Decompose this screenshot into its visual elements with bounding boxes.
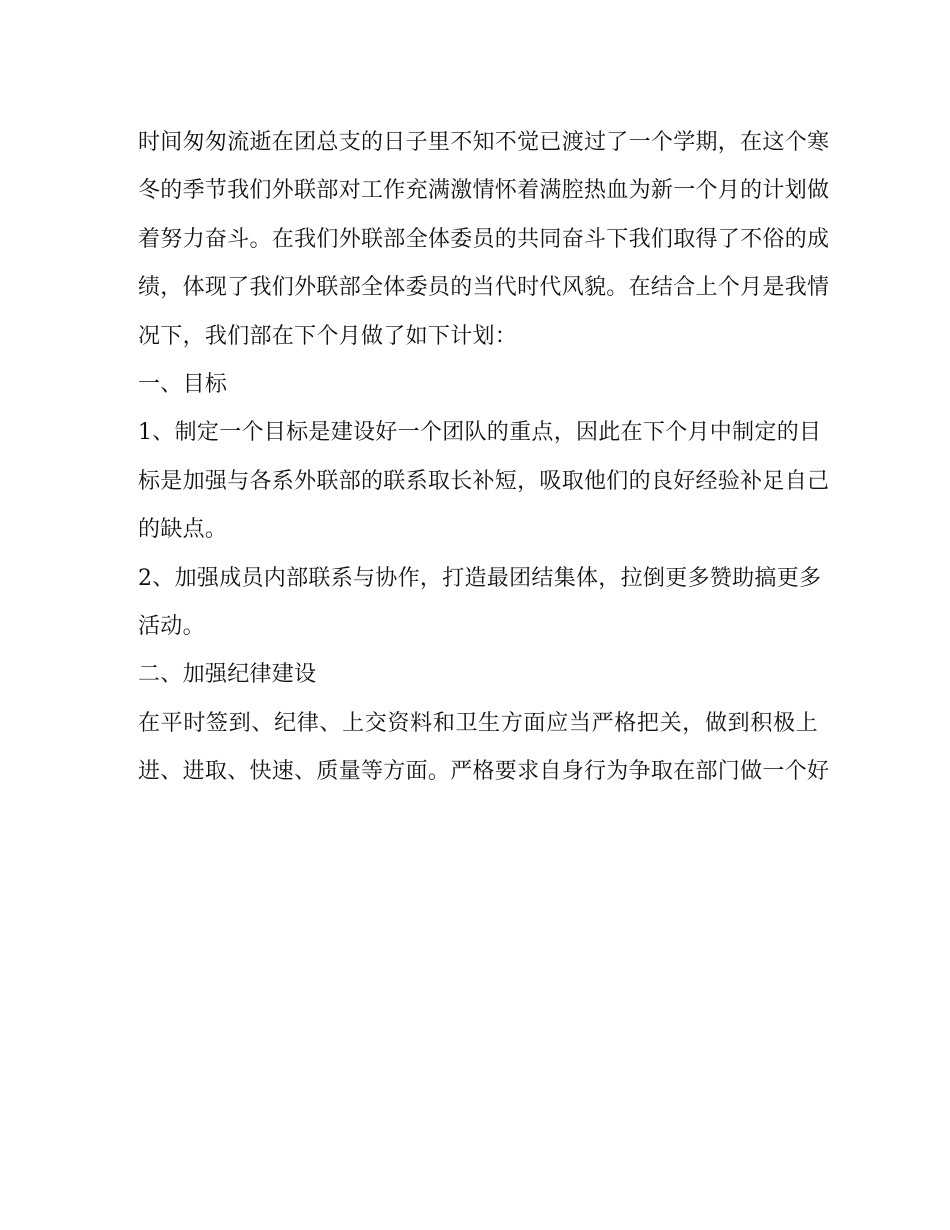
text-line: 的缺点。 <box>138 517 228 543</box>
text-line: 绩，体现了我们外联部全体委员的当代时代风貌。在结合上个月是我情 <box>138 275 830 301</box>
text-line: 冬的季节我们外联部对工作充满激情怀着满腔热血为新一个月的计划做 <box>138 178 830 204</box>
section-heading: 一、目标 <box>138 371 228 397</box>
text-line: 在平时签到、纪律、上交资料和卫生方面应当严格把关，做到积极上 <box>138 710 818 736</box>
document-body <box>138 119 830 796</box>
section-heading: 二、加强纪律建设 <box>138 662 317 688</box>
text-line: 标是加强与各系外联部的联系取长补短，吸取他们的良好经验补足自己 <box>138 468 830 494</box>
text-line: 2、加强成员内部联系与协作，打造最团结集体，拉倒更多赞助搞更多 <box>138 565 822 591</box>
text-line: 进、进取、快速、质量等方面。严格要求自身行为争取在部门做一个好 <box>138 759 830 785</box>
text-line: 活动。 <box>138 613 205 639</box>
text-line: 1、制定一个目标是建设好一个团队的重点，因此在下个月中制定的目 <box>138 420 822 446</box>
text-line: 况下，我们部在下个月做了如下计划： <box>138 323 518 349</box>
text-line: 时间匆匆流逝在团总支的日子里不知不觉已渡过了一个学期，在这个寒 <box>138 130 830 155</box>
text-line: 着努力奋斗。在我们外联部全体委员的共同奋斗下我们取得了不俗的成 <box>138 226 830 252</box>
